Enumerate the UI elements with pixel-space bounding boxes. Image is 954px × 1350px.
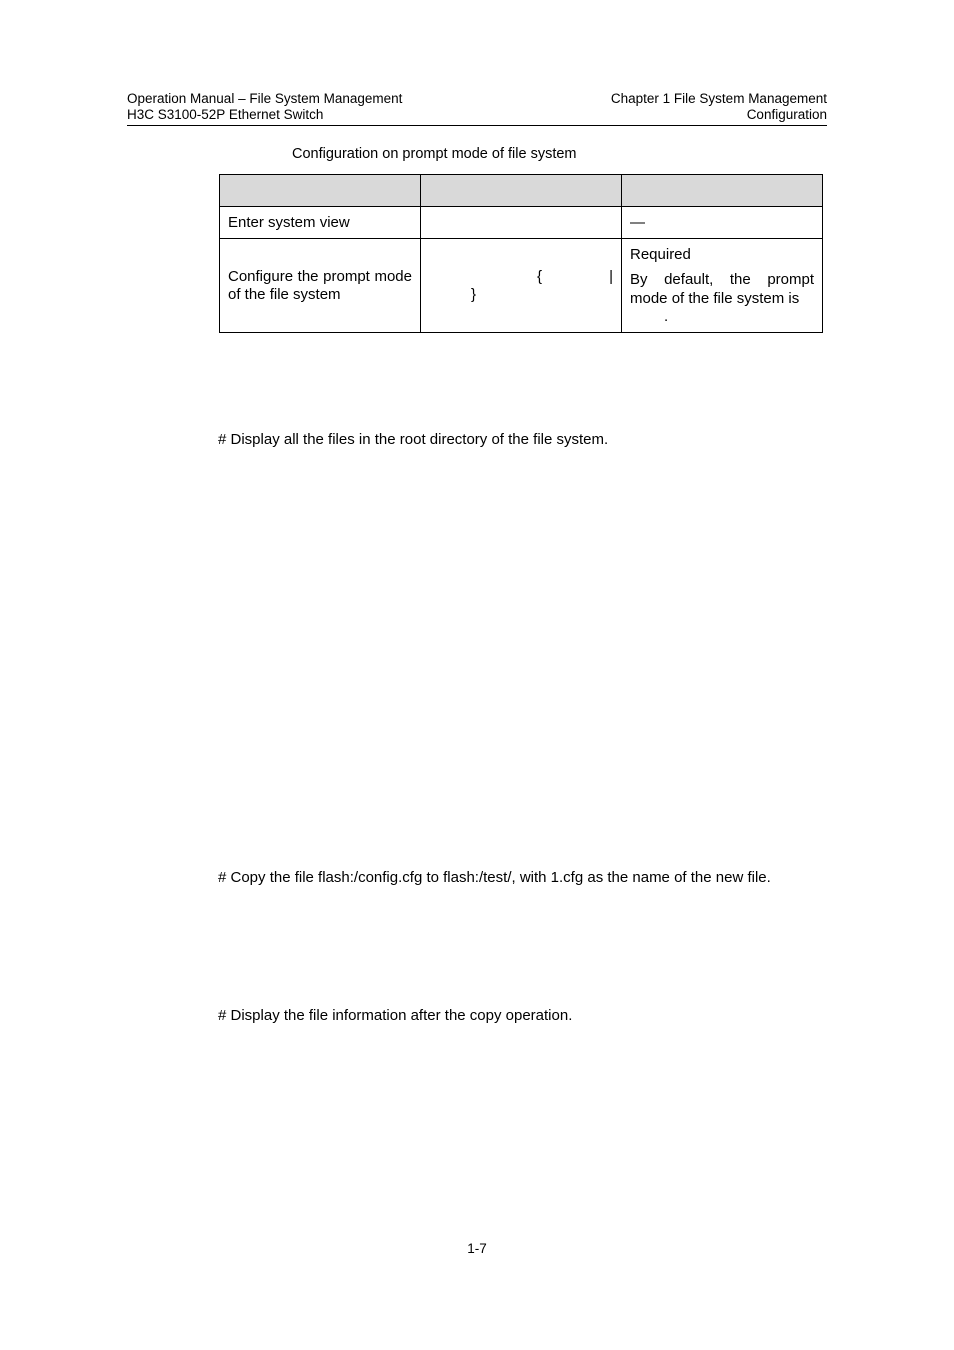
table-row [220,239,823,333]
remarks-default: By default, the prompt mode of the file system is [630,271,814,307]
command-close-brace: } [471,285,477,303]
header-cell-remarks [622,175,823,207]
header-cell-operation [220,175,421,207]
operation-cell: Configure the prompt mode of the file system [220,239,421,333]
product-name: H3C S3100-52P Ethernet Switch [127,107,324,122]
command-cell [421,207,622,239]
remarks-cell [622,239,823,333]
manual-title: Operation Manual – File System Management [127,91,403,106]
remarks-required: Required [630,246,691,263]
command-open-brace: { [537,267,543,285]
operation-cell: Enter system view [220,207,421,239]
table-row [220,207,823,239]
page-header [127,91,827,126]
config-table [219,174,823,333]
body-paragraph-display-after-copy: # Display the file information after the copy operation. [218,1007,573,1024]
table-header-row [220,175,823,207]
remarks-tail: . [664,308,669,325]
section-title: Configuration [746,107,827,122]
chapter-title: Chapter 1 File System Management [610,91,827,106]
body-paragraph-display-files: # Display all the files in the root directory of the file system. [218,431,609,448]
header-left [127,91,402,123]
command-cell [421,239,622,333]
body-paragraph-copy-file: # Copy the file flash:/config.cfg to flash:/test/, with 1.cfg as the name of the new file. [218,869,771,886]
remarks-cell: — [622,207,823,239]
page-number: 1-7 [467,1241,487,1256]
command-syntax [429,266,613,306]
command-pipe: | [609,267,613,285]
header-cell-command [421,175,622,207]
table-caption: Configuration on prompt mode of file system [292,146,577,162]
header-right [611,91,827,123]
